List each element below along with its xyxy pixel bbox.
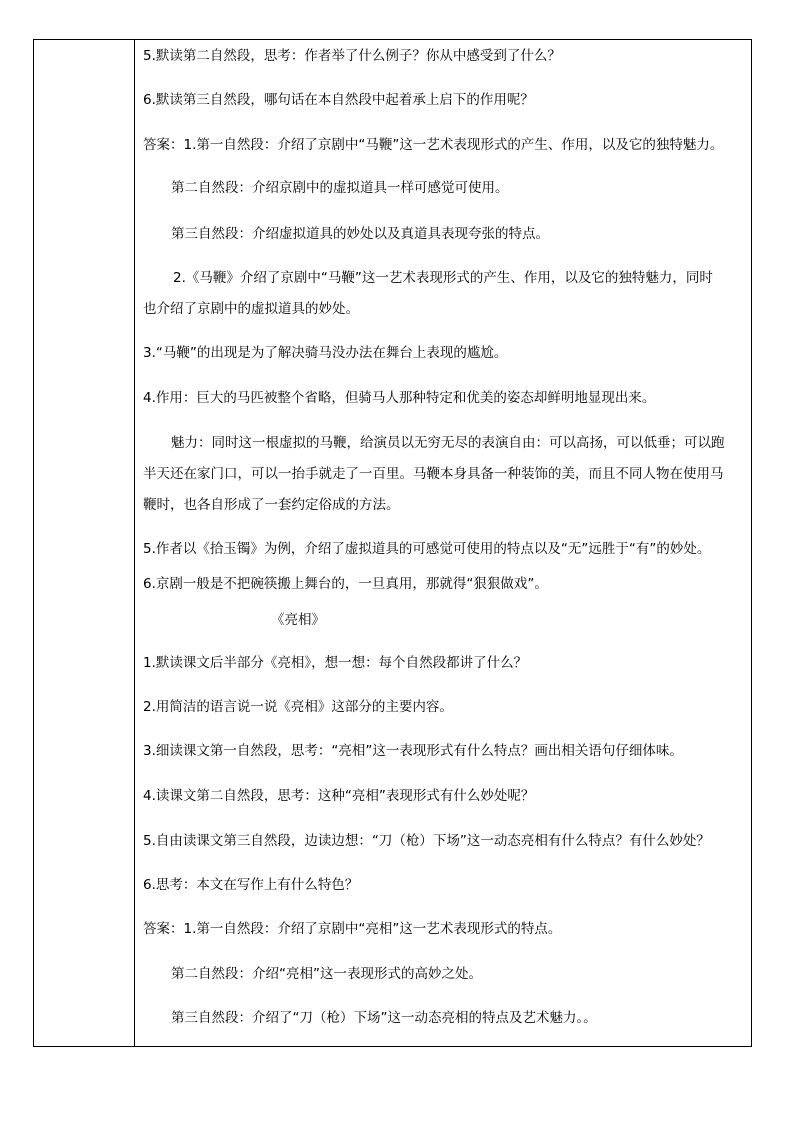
lx-answer-1-para1: 答案：1.第一自然段：介绍了京剧中“亮相”这一艺术表现形式的特点。 <box>143 921 562 937</box>
lx-answer-1-para2: 第二自然段：介绍“亮相”这一表现形式的高妙之处。 <box>171 966 482 982</box>
answer-2-line2: 也介绍了京剧中的虚拟道具的妙处。 <box>143 301 359 317</box>
question-6-para3: 6.默读第三自然段，哪句话在本自然段中起着承上启下的作用呢？ <box>143 92 534 108</box>
lx-question-6: 6.思考：本文在写作上有什么特色？ <box>143 877 359 893</box>
question-5-para2: 5.默读第二自然段，思考：作者举了什么例子？你从中感受到了什么？ <box>143 48 561 64</box>
answer-1-para3: 第三自然段：介绍虚拟道具的妙处以及真道具表现夸张的特点。 <box>171 226 549 242</box>
answer-3: 3.“马鞭”的出现是为了解决骑马没办法在舞台上表现的尴尬。 <box>143 345 508 361</box>
lx-question-4: 4.读课文第二自然段，思考：这种“亮相”表现形式有什么妙处呢？ <box>143 788 535 804</box>
answer-5: 5.作者以《拾玉镯》为例，介绍了虚拟道具的可感觉可使用的特点以及“无”远胜于“有”的妙处。 <box>143 541 711 557</box>
answer-4-charm-line2: 半天还在家门口，可以一抬手就走了一百里。马鞭本身具备一种装饰的美，而且不同人物在使用马 <box>143 466 724 482</box>
content-table <box>33 39 752 1047</box>
right-column-cell <box>135 40 751 1046</box>
answer-4-effect: 4.作用：巨大的马匹被整个省略，但骑马人那种特定和优美的姿态却鲜明地显现出来。 <box>143 390 656 406</box>
lx-answer-1-para3: 第三自然段：介绍了“刀（枪）下场”这一动态亮相的特点及艺术魅力。。 <box>171 1010 597 1026</box>
answer-1-para1: 答案：1.第一自然段：介绍了京剧中“马鞭”这一艺术表现形式的产生、作用，以及它的独特魅力。 <box>143 137 724 153</box>
answer-1-para2: 第二自然段：介绍京剧中的虚拟道具一样可感觉可使用。 <box>171 180 509 196</box>
answer-6: 6.京剧一般是不把碗筷搬上舞台的，一旦真用，那就得“狠狠做戏”。 <box>143 576 548 592</box>
section-title-liangxiang: 《亮相》 <box>271 612 325 628</box>
left-column-cell <box>34 40 135 1046</box>
lx-question-1: 1.默读课文后半部分《亮相》，想一想：每个自然段都讲了什么？ <box>143 655 528 671</box>
answer-4-charm-line3: 鞭时，也各自形成了一套约定俗成的方法。 <box>143 497 400 513</box>
answer-4-charm-line1: 魅力：同时这一根虚拟的马鞭，给演员以无穷无尽的表演自由：可以高扬，可以低垂；可以跑 <box>171 435 725 451</box>
answer-2-line1: 2.《马鞭》介绍了京剧中“马鞭”这一艺术表现形式的产生、作用，以及它的独特魅力，同时 <box>173 270 713 286</box>
lx-question-5: 5.自由读课文第三自然段，边读边想：“刀（枪）下场”这一动态亮相有什么特点？有什么妙处？ <box>143 833 710 849</box>
lx-question-3: 3.细读课文第一自然段，思考：“亮相”这一表现形式有什么特点？画出相关语句仔细体味。 <box>143 743 683 759</box>
lx-question-2: 2.用简洁的语言说一说《亮相》这部分的主要内容。 <box>143 699 453 715</box>
